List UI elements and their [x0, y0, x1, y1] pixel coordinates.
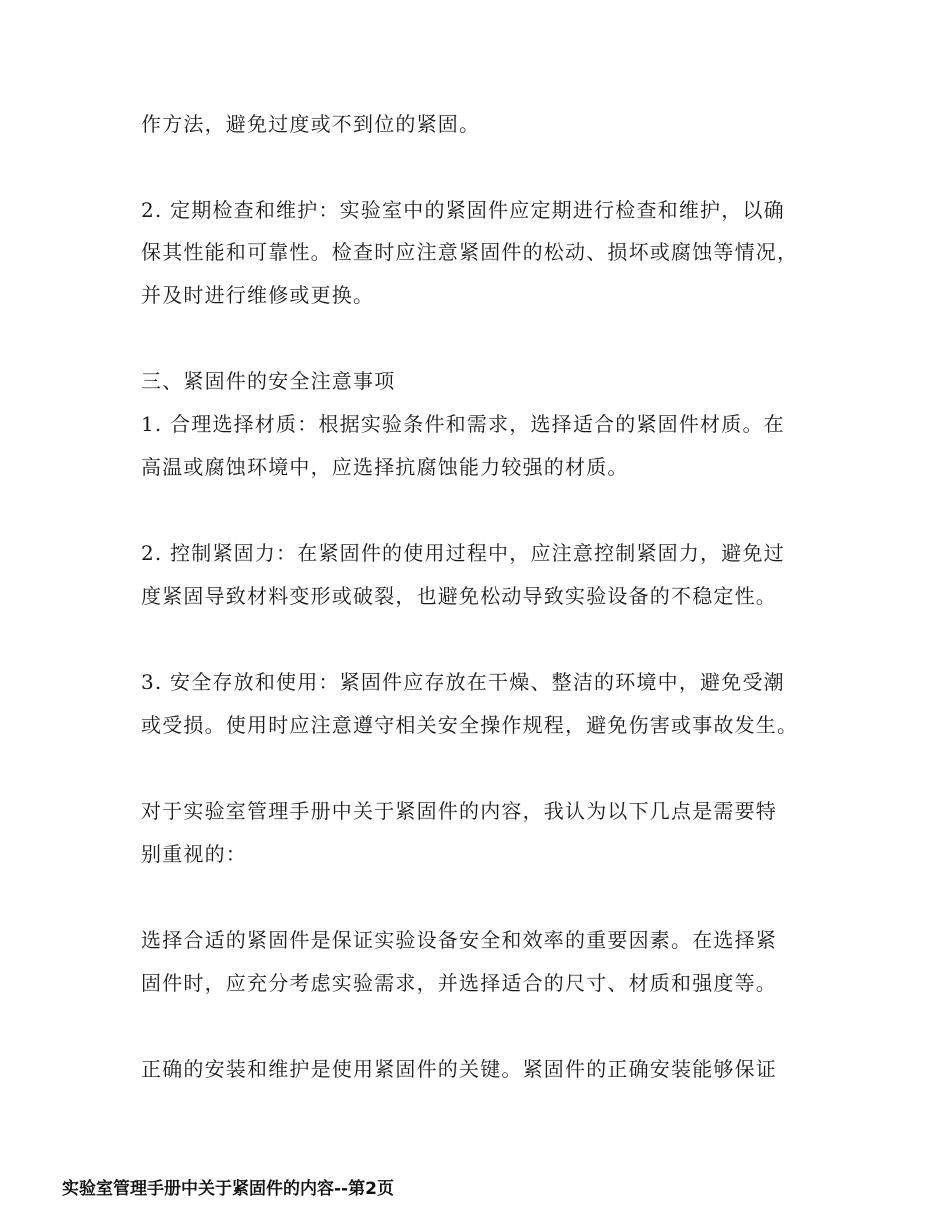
paragraph-line: 作方法，避免过度或不到位的紧固。 [141, 112, 481, 136]
section-heading: 三、紧固件的安全注意事项 [141, 369, 396, 393]
page-footer: 实验室管理手册中关于紧固件的内容--第2页 [62, 1179, 394, 1199]
paragraph-line: 并及时进行维修或更换。 [141, 283, 375, 307]
paragraph-line: 1. 合理选择材质：根据实验条件和需求，选择适合的紧固件材质。在 [141, 412, 785, 436]
paragraph-line: 2. 控制紧固力：在紧固件的使用过程中，应注意控制紧固力，避免过 [141, 541, 785, 565]
paragraph-line: 或受损。使用时应注意遵守相关安全操作规程，避免伤害或事故发生。 [141, 713, 799, 737]
paragraph-line: 2. 定期检查和维护：实验室中的紧固件应定期进行检查和维护，以确 [141, 198, 785, 222]
paragraph-line: 固件时，应充分考虑实验需求，并选择适合的尺寸、材质和强度等。 [141, 971, 777, 995]
paragraph-line: 正确的安装和维护是使用紧固件的关键。紧固件的正确安装能够保证 [141, 1057, 777, 1081]
paragraph-line: 别重视的： [141, 842, 247, 866]
paragraph-line: 度紧固导致材料变形或破裂，也避免松动导致实验设备的不稳定性。 [141, 584, 777, 608]
paragraph-line: 选择合适的紧固件是保证实验设备安全和效率的重要因素。在选择紧 [141, 928, 777, 952]
paragraph-line: 对于实验室管理手册中关于紧固件的内容，我认为以下几点是需要特 [141, 799, 777, 823]
paragraph-line: 3. 安全存放和使用：紧固件应存放在干燥、整洁的环境中，避免受潮 [141, 670, 785, 694]
paragraph-line: 保其性能和可靠性。检查时应注意紧固件的松动、损坏或腐蚀等情况， [141, 240, 799, 264]
paragraph-line: 高温或腐蚀环境中，应选择抗腐蚀能力较强的材质。 [141, 455, 629, 479]
